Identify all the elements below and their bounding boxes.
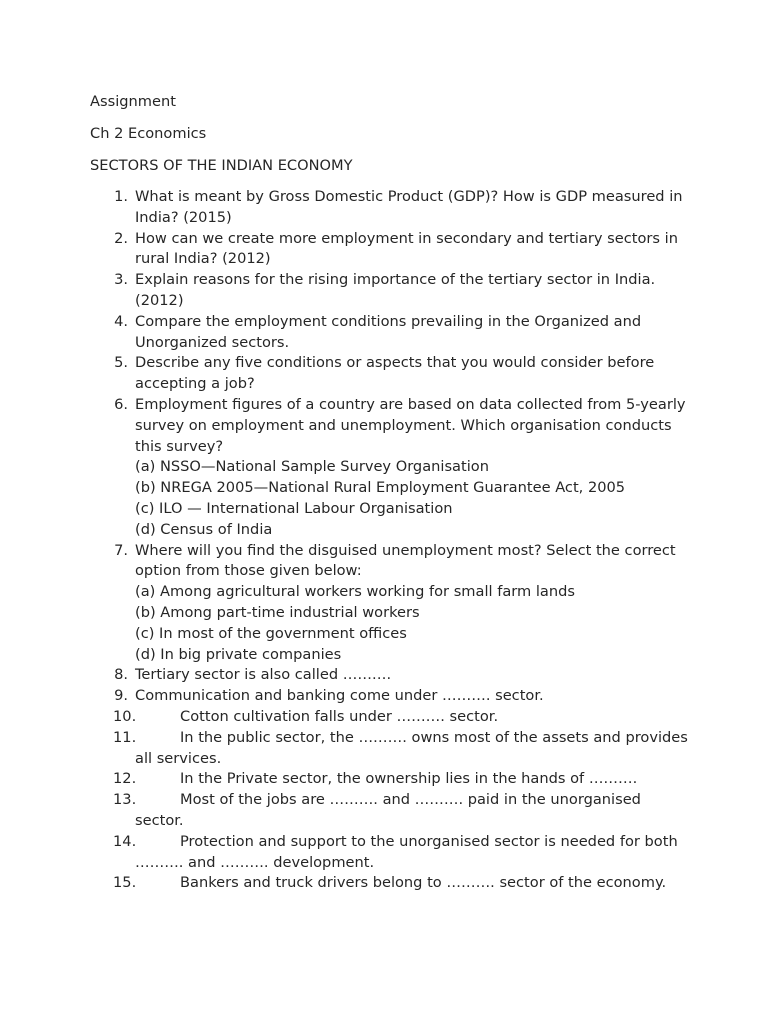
- question-item: [90, 187, 690, 229]
- question-text: Protection and support to the unorganised sector is needed for both ………. and ………. development.: [135, 832, 678, 871]
- question-text: What is meant by Gross Domestic Product (GDP)? How is GDP measured in India? (2015): [135, 188, 683, 226]
- answer-option: (a) NSSO—National Sample Survey Organisation: [135, 458, 489, 476]
- question-text: In the public sector, the ………. owns most of the assets and provides all services.: [135, 728, 688, 767]
- question-item: [90, 707, 690, 728]
- answer-option: (d) In big private companies: [135, 645, 342, 663]
- question-number: 3.: [114, 271, 128, 289]
- question-list: [90, 187, 690, 894]
- question-text: How can we create more employment in secondary and tertiary sectors in rural India? (2012): [135, 229, 678, 268]
- question-number: 6.: [114, 395, 128, 413]
- question-number: 7.: [114, 541, 128, 559]
- question-item: [90, 665, 690, 686]
- question-text: Cotton cultivation falls under ………. sector.: [180, 707, 499, 725]
- question-item: [90, 873, 690, 894]
- question-item: [90, 790, 690, 832]
- answer-option: (c) In most of the government offices: [135, 624, 407, 642]
- question-item: [90, 728, 690, 770]
- answer-option: (a) Among agricultural workers working for small farm lands: [135, 583, 575, 601]
- question-text: Tertiary sector is also called ……….: [135, 666, 392, 684]
- question-text: Communication and banking come under ………. sector.: [135, 687, 544, 705]
- question-text: In the Private sector, the ownership lies in the hands of ……….: [180, 770, 638, 788]
- question-item: [90, 541, 690, 666]
- question-text: Where will you find the disguised unemployment most? Select the correct option from those given below:: [135, 541, 676, 580]
- question-item: [90, 769, 690, 790]
- question-number: 5.: [114, 354, 128, 372]
- question-item: [90, 229, 690, 271]
- question-item: [90, 270, 690, 312]
- answer-option: (b) Among part-time industrial workers: [135, 603, 420, 621]
- chapter-label: Ch 2 Economics: [90, 125, 207, 142]
- question-number: 14.: [113, 832, 137, 850]
- question-number: 13.: [113, 791, 137, 809]
- question-item: [90, 312, 690, 354]
- document-page: [90, 91, 690, 894]
- question-number: 8.: [114, 666, 128, 684]
- question-item: [90, 686, 690, 707]
- question-text: Most of the jobs are ………. and ………. paid in the unorganised sector.: [135, 791, 641, 829]
- question-number: 12.: [113, 770, 137, 788]
- question-number: 11.: [113, 728, 137, 746]
- question-text: Compare the employment conditions prevailing in the Organized and Unorganized sectors.: [135, 312, 642, 351]
- topic-heading: SECTORS OF THE INDIAN ECONOMY: [90, 157, 353, 174]
- answer-option: (b) NREGA 2005—National Rural Employment Guarantee Act, 2005: [135, 479, 626, 497]
- question-number: 4.: [114, 312, 128, 330]
- question-item: [90, 395, 690, 541]
- question-number: 15.: [113, 874, 137, 892]
- question-item: [90, 832, 690, 874]
- question-text: Bankers and truck drivers belong to ………. sector of the economy.: [180, 874, 667, 892]
- question-number: 10.: [113, 707, 137, 725]
- question-text: Explain reasons for the rising importance of the tertiary sector in India. (2012): [135, 271, 656, 309]
- question-number: 2.: [114, 229, 128, 247]
- question-number: 1.: [114, 188, 128, 205]
- answer-option: (d) Census of India: [135, 520, 273, 538]
- question-item: [90, 353, 690, 395]
- answer-option: (c) ILO — International Labour Organisation: [135, 499, 453, 517]
- question-text: Employment figures of a country are based on data collected from 5-yearly survey on employment and unemployment. Which organisation conducts this survey?: [135, 395, 686, 455]
- question-text: Describe any five conditions or aspects that you would consider before accepting a job?: [135, 354, 655, 393]
- question-number: 9.: [114, 687, 128, 705]
- document-title: Assignment: [90, 93, 176, 110]
